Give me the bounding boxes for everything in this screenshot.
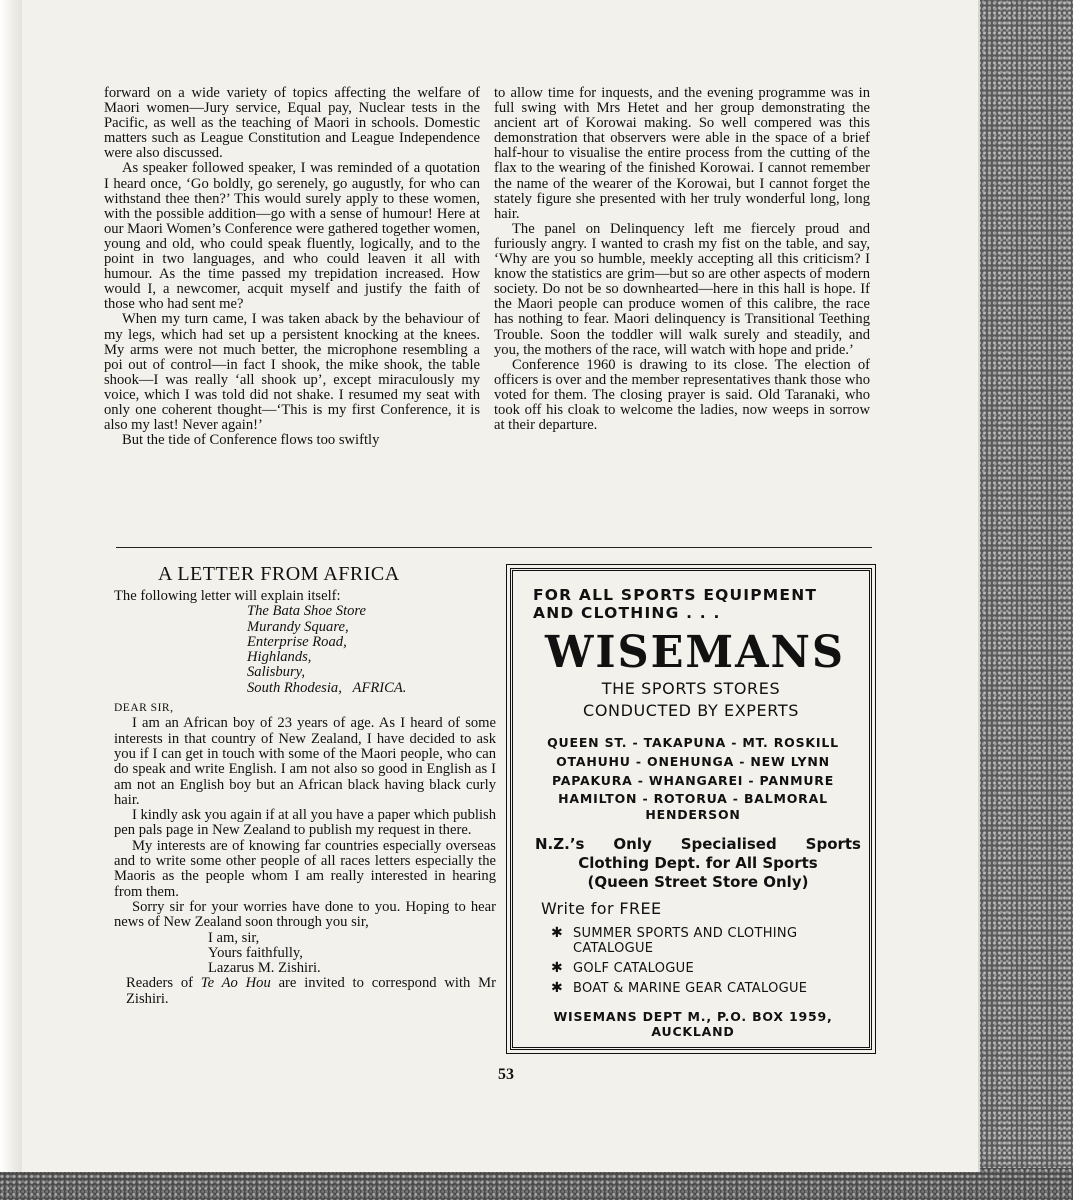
- catalogue-item: [551, 926, 861, 956]
- ad-specialised-notice: [535, 835, 861, 892]
- letter-section: [114, 563, 496, 1007]
- readers-note-suffix: are invited to correspond with Mr Zishiri.: [126, 975, 496, 1007]
- catalogue-item: [551, 961, 861, 976]
- article-paragraph: forward on a wide variety of topics affecting the welfare of Maori women—Jury service, Equal pay, Nuclear tests in the Pacific, as well as the teaching of Maori in schools. Domestic matters such as League Constitution and League Independence were also discussed.: [104, 85, 480, 162]
- footer-line: AUCKLAND: [651, 1024, 735, 1039]
- ad-headline: FOR ALL SPORTS EQUIPMENT AND CLOTHING . . .: [533, 586, 818, 622]
- article-paragraph: When my turn came, I was taken aback by the behaviour of my legs, which had set up a persistent knocking at the knees. My arms were not much better, the microphone resembling a poi out of control—in fact I shook, the mike shook, the table shook—I was really ‘all shook up’, except miraculously my voice, which I was told did not shake. I resumed my seat with only one coherent thought—‘This is my first Conference, it is also my last! Never again!’: [104, 311, 480, 434]
- article-column-left: [104, 86, 480, 448]
- ad-tagline: CONDUCTED BY EXPERTS: [583, 701, 799, 720]
- letter-closing: I am, sir,: [208, 929, 260, 946]
- footer-line: WISEMANS DEPT M., P.O. BOX 1959,: [553, 1009, 833, 1024]
- store-line: OTAHUHU - ONEHUNGA - NEW LYNN: [556, 754, 830, 769]
- catalogue-label: SUMMER SPORTS AND CLOTHING CATALOGUE: [573, 926, 798, 956]
- ad-brand-logo: WISEMANS: [544, 627, 846, 678]
- letter-title: A LETTER FROM AFRICA: [158, 563, 400, 585]
- address-line: The Bata Shoe Store: [247, 603, 367, 620]
- article-paragraph: But the tide of Conference flows too swiftly: [122, 432, 380, 449]
- address-line: Enterprise Road,: [247, 633, 347, 650]
- page-number: 53: [498, 1066, 514, 1083]
- magazine-title: Te Ao Hou: [200, 975, 271, 992]
- address-line: Salisbury,: [247, 664, 305, 681]
- spec-line: (Queen Street Store Only): [587, 873, 809, 891]
- catalogue-label: BOAT & MARINE GEAR CATALOGUE: [573, 981, 808, 996]
- article-paragraph: The panel on Delinquency left me fiercely proud and furiously angry. I wanted to crash my fist on the table, and say, ‘Why are you so humble, meekly accepting all this criticism? I know the statistics are grim—but so are other aspects of modern society. Do not be so downhearted—here in this hall is hope. If the Maori people can produce women of this calibre, the race has nothing to fear. Maori delinquency is Transitional Teething Trouble. Soon the toddler will walk surely and steadily, and you, the mothers of the race, will watch with hope and pride.’: [494, 220, 870, 358]
- spec-line: N.Z.’s Only Specialised Sports: [535, 835, 861, 853]
- letter-paragraph: I kindly ask you again if at all you have a paper which publish pen pals page in New Zealand to publish my request in there.: [114, 807, 496, 839]
- store-line: PAPAKURA - WHANGAREI - PANMURE: [551, 773, 835, 788]
- ad-store-list: [523, 733, 863, 822]
- spec-line: Clothing Dept. for All Sports: [578, 854, 818, 872]
- store-line: HENDERSON: [645, 807, 741, 822]
- letter-signature: Lazarus M. Zishiri.: [208, 960, 321, 977]
- asterisk-bullet-icon: ✱: [551, 960, 564, 976]
- readers-note: [126, 976, 496, 1007]
- section-divider: [116, 547, 872, 548]
- catalogue-label: GOLF CATALOGUE: [573, 961, 694, 976]
- letter-intro: The following letter will explain itself:: [114, 588, 341, 604]
- ad-catalogue-list: [551, 926, 861, 1001]
- letter-paragraph: I am an African boy of 23 years of age. As I heard of some interests in that country of New Zealand, I have decided to ask you if I can get in touch with some of the Maori people, who can do speak and write English. I am not also so good in English as I am not an English boy but an African black having black curly hair.: [114, 715, 496, 808]
- letter-closing: Yours faithfully,: [208, 944, 303, 961]
- address-line: Murandy Square,: [247, 618, 349, 635]
- asterisk-bullet-icon: ✱: [551, 980, 564, 996]
- article-column-right: [494, 86, 870, 433]
- address-line: South Rhodesia, AFRICA.: [247, 679, 407, 696]
- asterisk-bullet-icon: ✱: [551, 925, 564, 941]
- scan-background-right: [976, 0, 1073, 1200]
- letter-salutation: DEAR SIR,: [114, 702, 174, 715]
- ad-footer-address: [523, 1009, 863, 1039]
- catalogue-item: [551, 981, 861, 996]
- letter-paragraph: Sorry sir for your worries have done to you. Hoping to hear news of New Zealand soon through you sir,: [114, 898, 496, 931]
- page-gutter: [0, 0, 22, 1172]
- store-line: HAMILTON - ROTORUA - BALMORAL: [558, 791, 828, 806]
- article-paragraph: As speaker followed speaker, I was reminded of a quotation I heard once, ‘Go boldly, go serenely, go augustly, for who can withstand thee then?’ This would surely apply to these women, with the possible addition—go with a sense of humour! Here at our Maori Women’s Conference were gathered together women, young and old, who could speak fluently, logically, and to the point in two languages, and who could leaven it all with humour. As the time passed my trepidation increased. How would I, a newcomer, acquit myself and justify the faith of those who had sent me?: [104, 160, 480, 313]
- scan-background-bottom: [0, 1168, 1073, 1200]
- ad-write-for: Write for FREE: [541, 899, 662, 918]
- readers-note-prefix: Readers of: [126, 975, 201, 992]
- letter-paragraph: My interests are of knowing far countries especially overseas and to write some other people of all races letters especially the Maoris as the people whom I am really interested in hearing from them.: [114, 837, 496, 900]
- wisemans-advertisement: [510, 568, 872, 1050]
- address-line: Highlands,: [247, 649, 312, 666]
- article-paragraph: to allow time for inquests, and the evening programme was in full swing with Mrs Hetet and her group demonstrating the ancient art of Korowai making. So well compered was this demonstration that observers were able in the space of a brief half-hour to visualise the entire process from the cutting of the flax to the wearing of the finished Korowai. I cannot remember the name of the wearer of the Korowai, but I cannot forget the stately figure she presented with her truly wonderful long, long hair.: [494, 85, 870, 222]
- ad-tagline: THE SPORTS STORES: [601, 679, 781, 698]
- store-line: QUEEN ST. - TAKAPUNA - MT. ROSKILL: [547, 735, 839, 750]
- article-paragraph: Conference 1960 is drawing to its close. The election of officers is over and the member representatives thank those who voted for them. The closing prayer is said. Old Taranaki, who took off his cloak to welcome the ladies, now weeps in sorrow at their departure.: [494, 356, 870, 434]
- letter-address: [247, 604, 496, 696]
